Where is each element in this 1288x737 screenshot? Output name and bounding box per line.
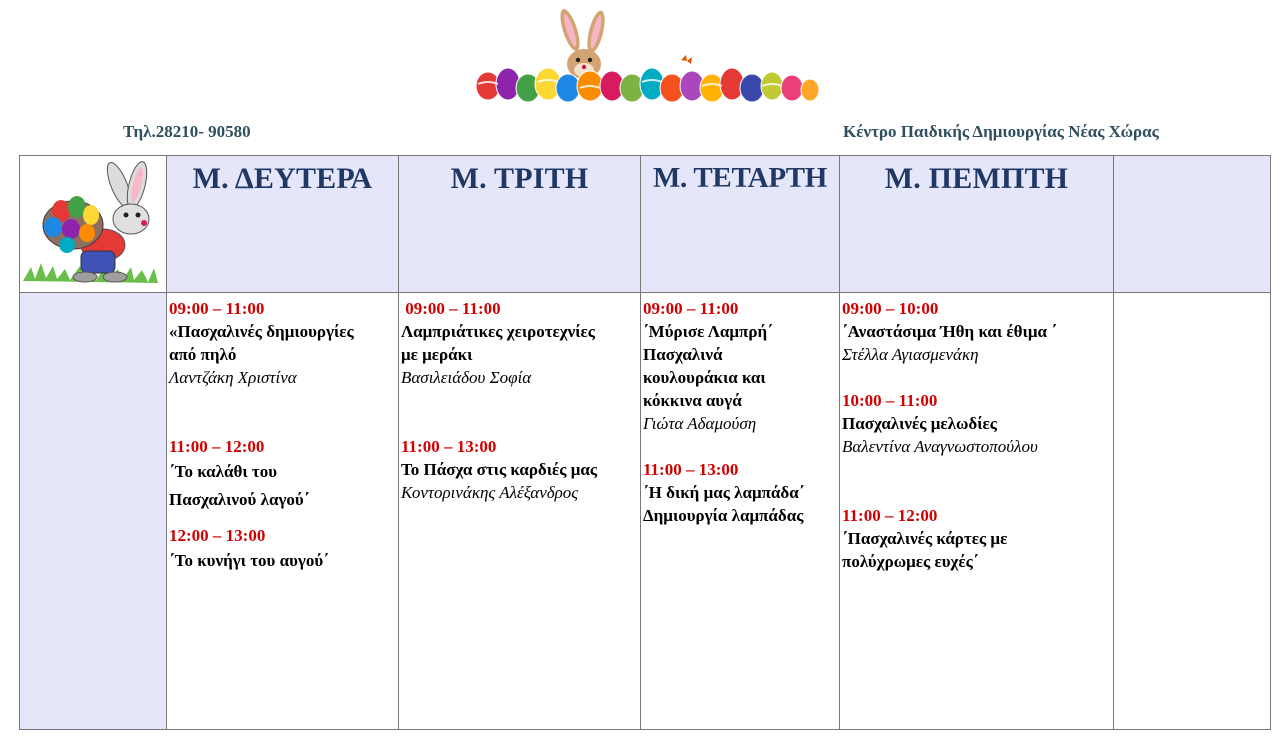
activity-title: Λαμπριάτικες χειροτεχνίες <box>401 322 595 341</box>
day-name: Μ. ΤΕΤΑΡΤΗ <box>652 162 828 194</box>
activity-title: πολύχρωμες ευχές΄ <box>842 552 979 571</box>
easter-bunny-with-eggs-icon <box>23 159 163 287</box>
activities-monday <box>167 293 399 730</box>
activity-title: ΄Το κυνήγι του αυγού΄ <box>169 551 329 570</box>
easter-eggs-bunny-banner-icon <box>470 8 825 110</box>
day-header-thursday <box>840 156 1114 293</box>
activity-title: κουλουράκια και <box>643 368 766 387</box>
activity-time: 12:00 – 13:00 <box>169 526 266 545</box>
activity-title: ΄Αναστάσιμα Ήθη και έθιμα ΄ <box>842 322 1057 341</box>
activities-empty-left <box>20 293 167 730</box>
activity-time: 11:00 – 12:00 <box>842 506 938 525</box>
activity-title: με μεράκι <box>401 345 473 364</box>
activity-time: 09:00 – 10:00 <box>842 299 939 318</box>
activity-title: Πασχαλινά <box>643 345 723 364</box>
center-name: Κέντρο Παιδικής Δημιουργίας Νέας Χώρας <box>843 122 1159 141</box>
activity-time: 09:00 – 11:00 <box>401 299 501 318</box>
activity-time: 10:00 – 11:00 <box>842 391 938 410</box>
activity-instructor: Γιώτα Αδαμούση <box>643 414 757 433</box>
activity-title: ΄Πασχαλινές κάρτες με <box>842 529 1008 548</box>
activity-instructor: Βασιλειάδου Σοφία <box>401 368 532 387</box>
activity-time: 11:00 – 13:00 <box>643 460 739 479</box>
activities-tuesday <box>399 293 641 730</box>
activity-time: 09:00 – 11:00 <box>169 299 265 318</box>
bunny-image-cell <box>20 156 167 293</box>
days-header-row <box>20 156 1271 293</box>
activities-row <box>20 293 1271 730</box>
activity-title: Το Πάσχα στις καρδιές μας <box>401 460 597 479</box>
activity-time: 11:00 – 12:00 <box>169 437 265 456</box>
phone-number: Τηλ.28210- 90580 <box>123 122 251 141</box>
activities-wednesday <box>641 293 840 730</box>
activity-title: από πηλό <box>169 345 237 364</box>
activities-empty-right <box>1114 293 1271 730</box>
day-name: Μ. ΤΡΙΤΗ <box>450 162 589 195</box>
activity-title: ΄Το καλάθι του <box>169 462 278 481</box>
day-header-monday <box>167 156 399 293</box>
activity-instructor: Λαντζάκη Χριστίνα <box>169 368 297 387</box>
day-header-tuesday <box>399 156 641 293</box>
activity-instructor: Στέλλα Αγιασμενάκη <box>842 345 979 364</box>
weekly-schedule-table <box>19 155 1271 730</box>
activity-title: ΄Η δική μας λαμπάδα΄ <box>643 483 805 502</box>
day-header-wednesday <box>641 156 840 293</box>
activity-time: 11:00 – 13:00 <box>401 437 497 456</box>
activities-thursday <box>840 293 1114 730</box>
activity-title: κόκκινα αυγά <box>643 391 742 410</box>
day-name: Μ. ΠΕΜΠΤΗ <box>884 162 1069 195</box>
activity-instructor: Βαλεντίνα Αναγνωστοπούλου <box>842 437 1038 456</box>
activity-title: «Πασχαλινές δημιουργίες <box>169 322 354 341</box>
day-name: Μ. ΔΕΥΤΕΡΑ <box>192 162 373 195</box>
activity-title: Πασχαλινού λαγού΄ <box>169 490 310 509</box>
activity-title: ΄Μύρισε Λαμπρή΄ <box>643 322 773 341</box>
activity-title: Δημιουργία λαμπάδας <box>643 506 804 525</box>
activity-instructor: Κοντορινάκης Αλέξανδρος <box>401 483 579 502</box>
activity-time: 09:00 – 11:00 <box>643 299 739 318</box>
day-header-empty <box>1114 156 1271 293</box>
activity-title: Πασχαλινές μελωδίες <box>842 414 997 433</box>
